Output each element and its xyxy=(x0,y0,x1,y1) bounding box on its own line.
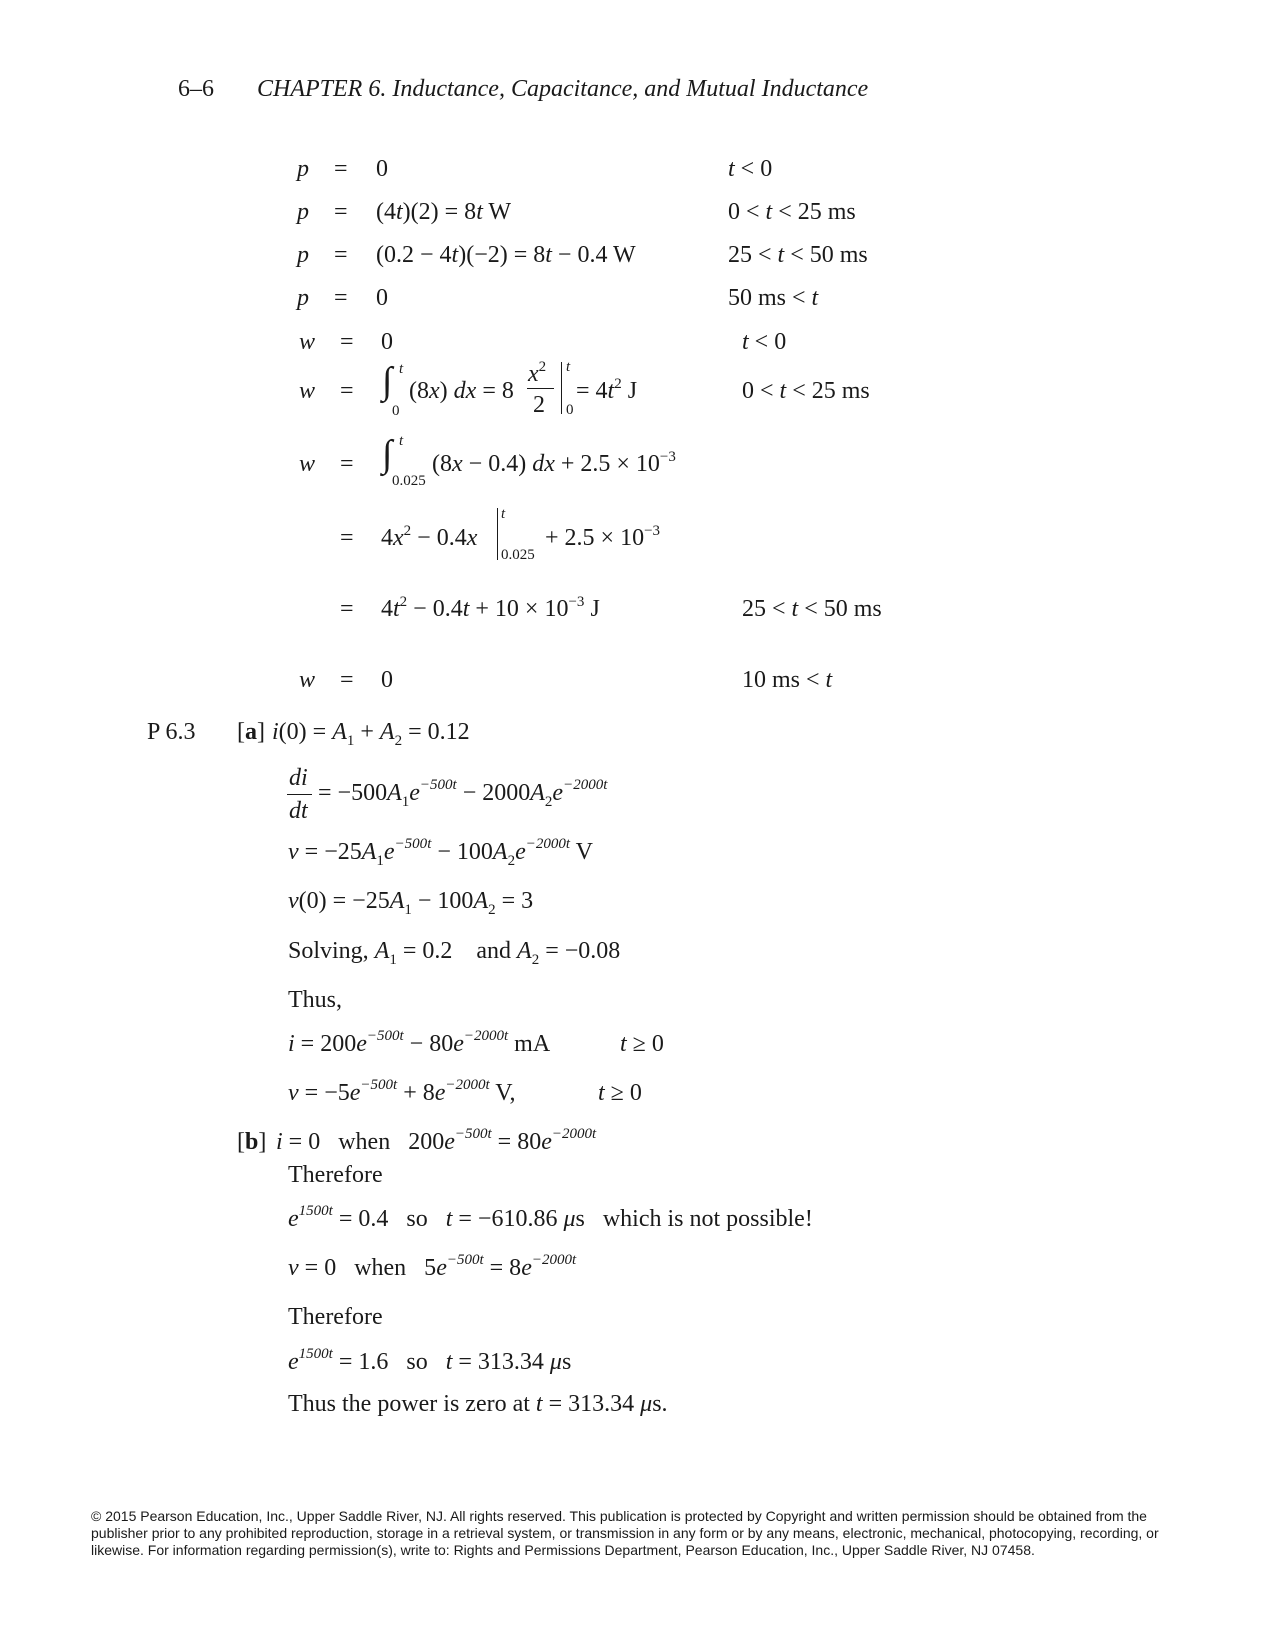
part-b-label: [b] xyxy=(237,1129,267,1155)
problem-label: P 6.3 xyxy=(147,719,196,745)
copyright-notice: © 2015 Pearson Education, Inc., Upper Saddle River, NJ. All rights reserved. This publication is protected by Copyright and written permission should be obtained from the publisher prior to any prohibited reproduction, storage in a retrieval system, or transmission in any form or by any means, electronic, mechanical, photocopying, recording, or likewise. For information regarding permission(s), write to: Rights and Permissions Department, Pearson Education, Inc., Upper Saddle River, NJ 07458. xyxy=(91,1508,1159,1558)
page-number: 6–6 xyxy=(178,76,214,102)
chapter-title: CHAPTER 6. Inductance, Capacitance, and Mutual Inductance xyxy=(257,76,869,102)
integral-sign: ∫ xyxy=(382,360,393,402)
power-rhs: 0 xyxy=(376,156,388,182)
part-a-label: [a] xyxy=(237,719,265,745)
power-cond: t < 0 xyxy=(728,156,773,182)
power-lhs: p xyxy=(297,156,309,182)
